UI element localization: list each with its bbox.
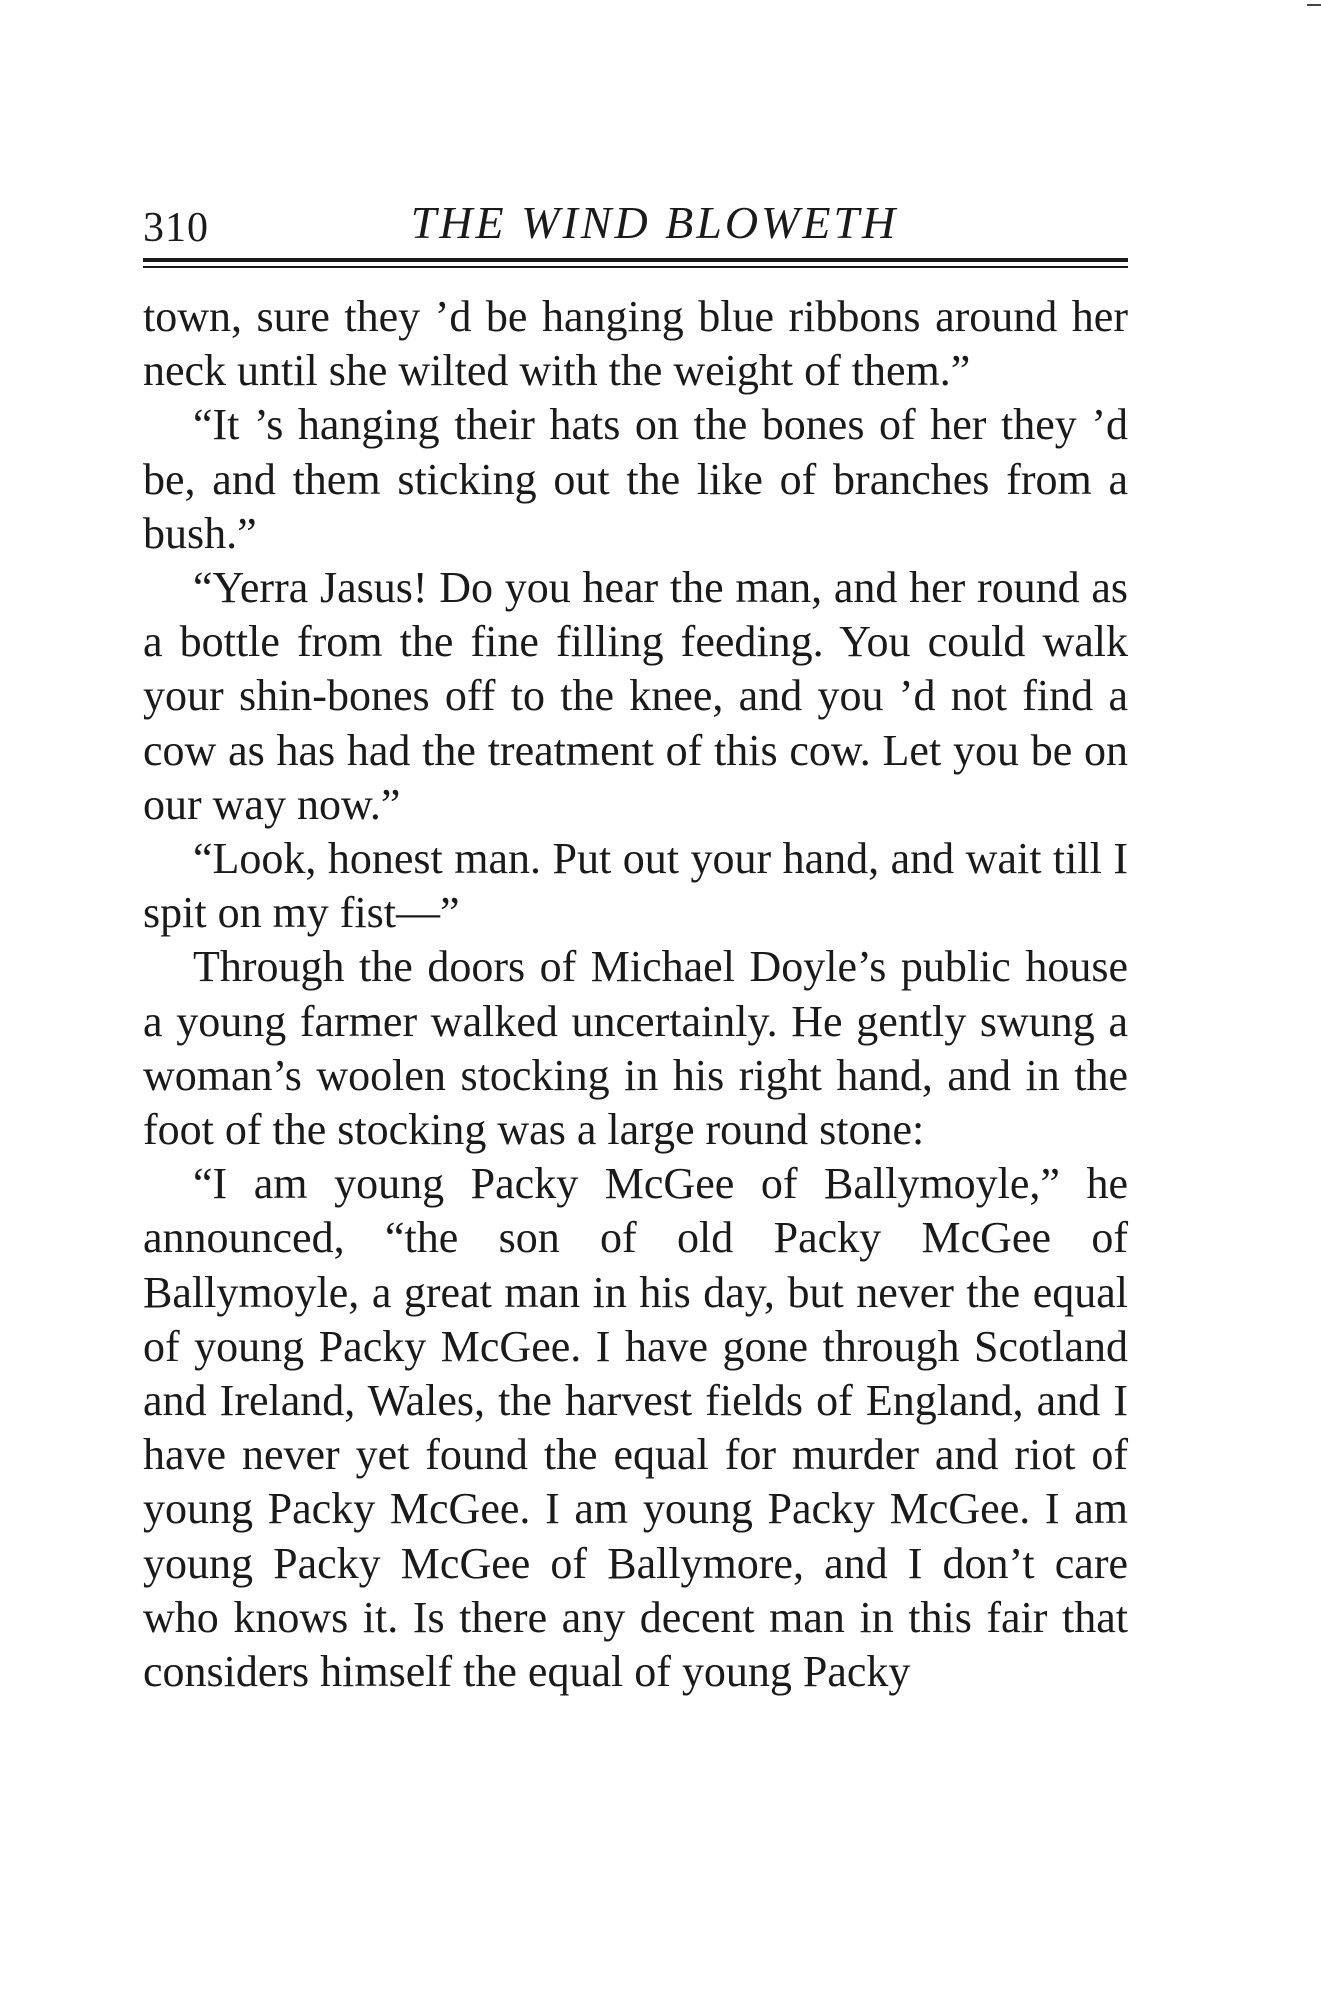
paragraph-continuation: town, sure they ’d be hanging blue ribbons around her neck until she wilted with the weight of them.” <box>143 292 1128 396</box>
scan-mark <box>1307 4 1321 6</box>
paragraph: “Yerra Jasus! Do you hear the man, and her round as a bottle from the fine filling feeding. You could walk your shin-bones off to the knee, and you ’d not find a cow as has had the treatment of this cow. Let you be on our way now.” <box>143 563 1128 829</box>
body-text <box>143 290 1128 1699</box>
page-header <box>143 196 1126 256</box>
page-number: 310 <box>143 205 209 251</box>
paragraph: Through the doors of Michael Doyle’s public house a young farmer walked uncertainly. He gently swung a woman’s woolen stocking in his right hand, and in the foot of the stocking was a large round stone: <box>143 942 1128 1155</box>
paragraph: “It ’s hanging their hats on the bones of her they ’d be, and them sticking out the like of branches from a bush.” <box>143 400 1128 558</box>
running-title: THE WIND BLOWETH <box>410 197 899 248</box>
header-rule-thick <box>143 258 1128 262</box>
header-rule-thin <box>143 266 1128 268</box>
paragraph: “I am young Packy McGee of Ballymoyle,” he announced, “the son of old Packy McGee of Ballymoyle, a great man in his day, but never the equal of young Packy McGee. I have gone through Scotland and Ireland, Wales, the harvest fields of England, and I have never yet found the equal for murder and riot of young Packy McGee. I am young Packy McGee. I am young Packy McGee of Ballymore, and I don’t care who knows it. Is there any decent man in this fair that considers himself the equal of young Packy <box>143 1159 1128 1697</box>
paragraph: “Look, honest man. Put out your hand, and wait till I spit on my fist—” <box>143 834 1128 938</box>
